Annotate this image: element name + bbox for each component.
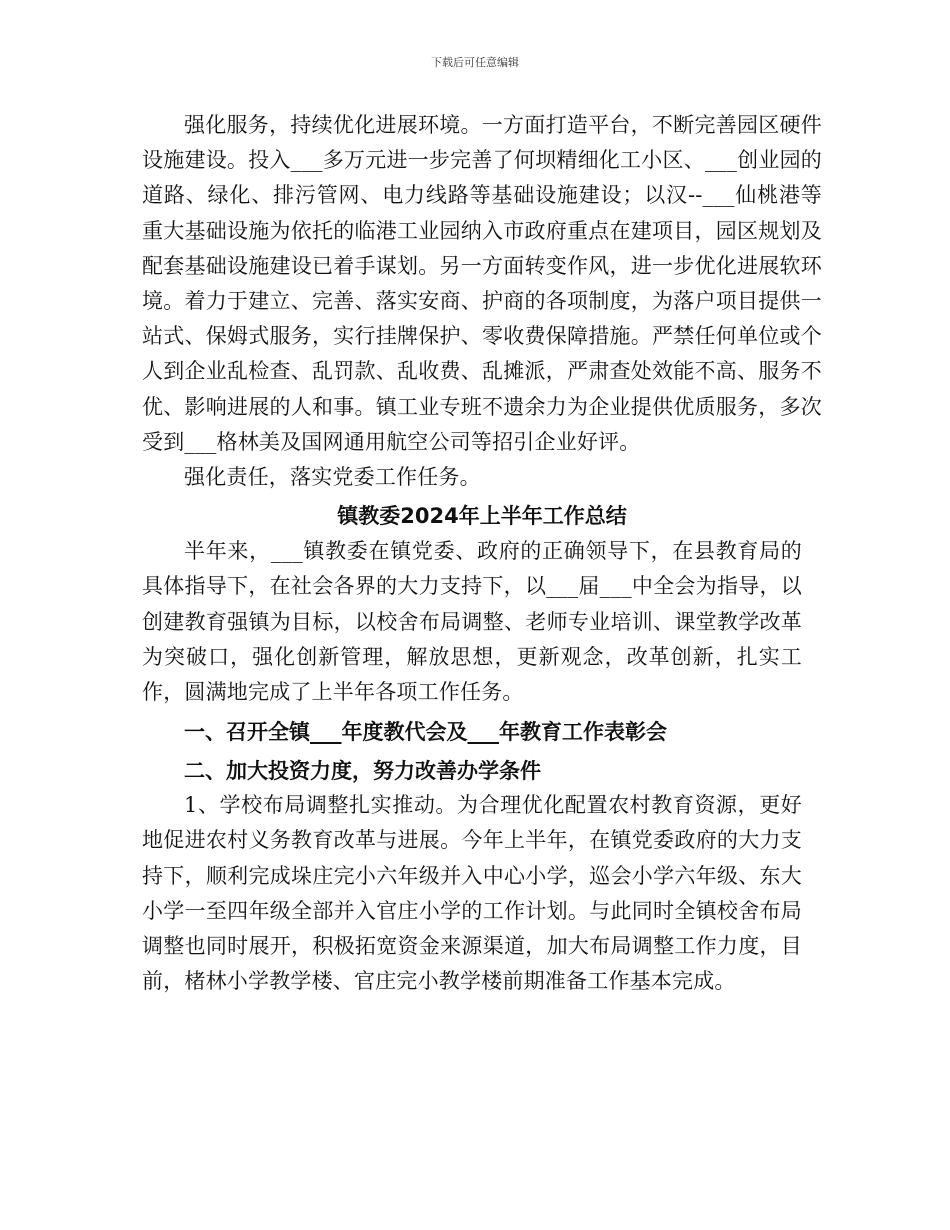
paragraph-summary: 半年来，___镇教委在镇党委、政府的正确领导下，在县教育局的具体指导下，在社会各界的大力支持下，以___届___中全会为指导，以创建教育强镇为目标，以校舍布局调整、老师专业培训、课堂教学改革为突破口，强化创新管理，解放思想，更新观念，改革创新，扎实工作，圆满地完成了上半年各项工作任务。 [142, 539, 802, 705]
paragraph-school-layout: 1、学校布局调整扎实推动。为合理优化配置农村教育资源，更好地促进农村义务教育改革与进展。今年上半年，在镇党委政府的大力支持下，顺利完成垛庄完小六年级并入中心小学，巡会小学六年级、东大小学一至四年级全部并入官庄小学的工作计划。与此同时全镇校舍布局调整也同时展开，积极拓宽资金来源渠道，加大布局调整工作力度，目前，楮林小学教学楼、官庄完小教学楼前期准备工作基本完成。 [142, 793, 802, 994]
paragraph-service: 强化服务，持续优化进展环境。一方面打造平台，不断完善园区硬件设施建设。投入___多万元进一步完善了何坝精细化工小区、___创业园的道路、绿化、排污管网、电力线路等基础设施建设；以汉--___仙桃港等重大基础设施为依托的临港工业园纳入市政府重点在建项目，园区规划及配套基础设施建设已着手谋划。另一方面转变作风，进一步优化进展软环境。着力于建立、完善、落实安商、护商的各项制度，为落户项目提供一站式、保姆式服务，实行挂牌保护、零收费保障措施。严禁任何单位或个人到企业乱检查、乱罚款、乱收费、乱摊派，严肃查处效能不高、服务不优、影响进展的人和事。镇工业专班不遗余力为企业提供优质服务，多次受到___格林美及国网通用航空公司等招引企业好评。 [142, 113, 822, 454]
paragraph-responsibility: 强化责任，落实党委工作任务。 [184, 465, 481, 490]
section-heading-2: 二、加大投资力度，努力改善办学条件 [184, 758, 541, 784]
document-body [142, 108, 822, 999]
section-heading-1: 一、召开全镇___年度教代会及___年教育工作表彰会 [184, 719, 667, 745]
page-header-note: 下载后可任意编辑 [431, 56, 519, 69]
document-title: 镇教委2024年上半年工作总结 [337, 504, 627, 529]
